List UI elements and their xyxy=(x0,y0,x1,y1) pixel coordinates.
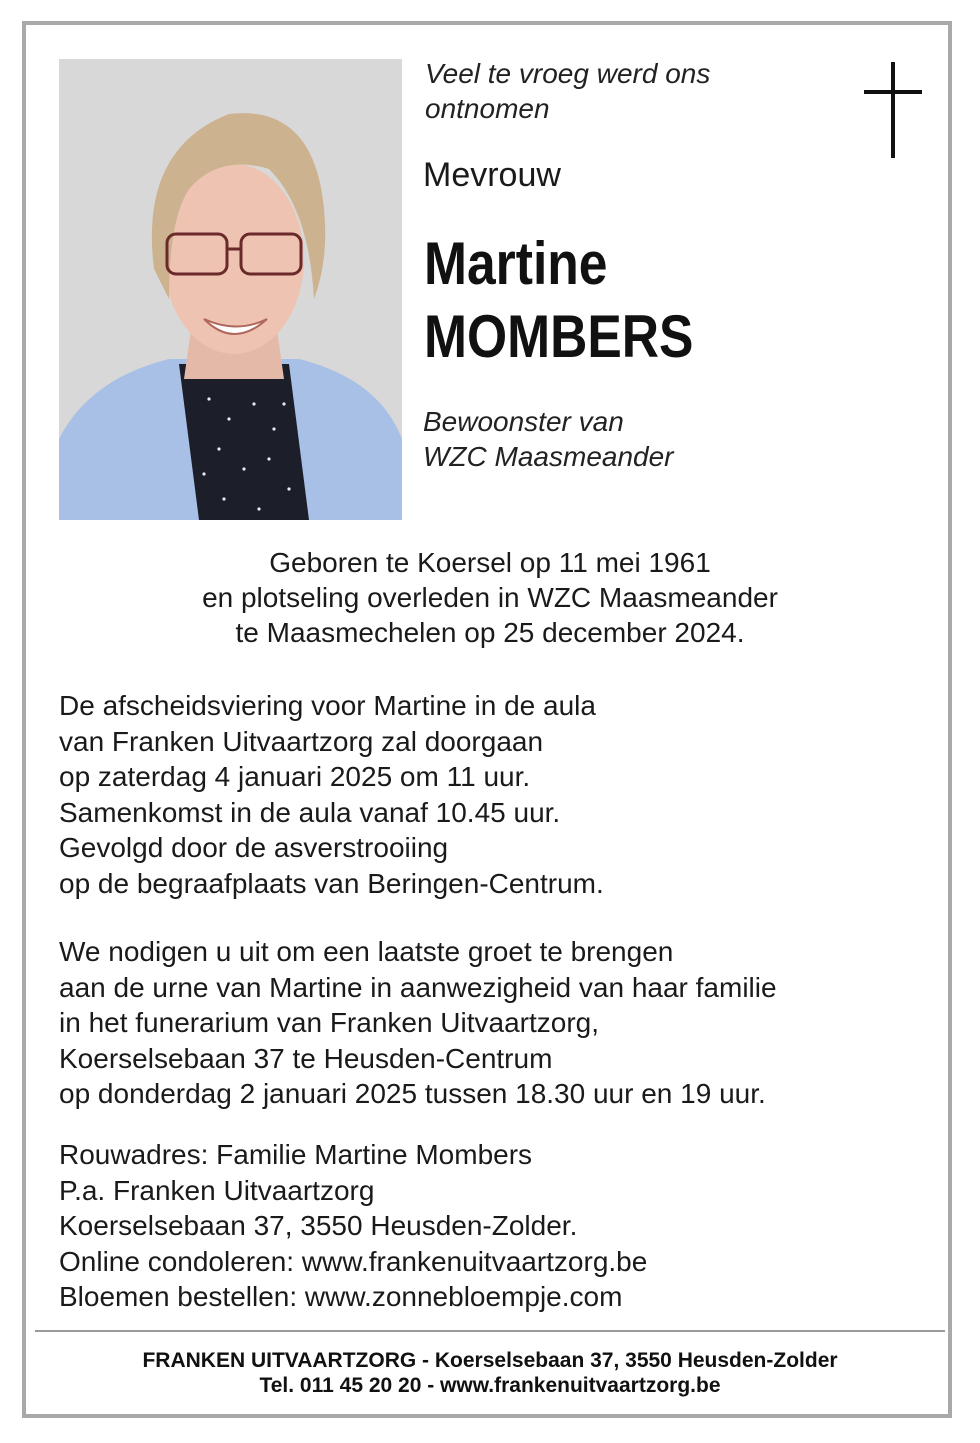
ceremony-line: van Franken Uitvaartzorg zal doorgaan xyxy=(59,725,544,757)
ceremony-line: Samenkomst in de aula vanaf 10.45 uur. xyxy=(59,796,561,828)
footer xyxy=(0,1348,980,1398)
ceremony-line: De afscheidsviering voor Martine in de aula xyxy=(59,690,596,721)
residence-line: WZC Maasmeander xyxy=(423,441,674,472)
contact-line: Koerselsebaan 37, 3550 Heusden-Zolder. xyxy=(59,1210,578,1241)
first-name: Martine xyxy=(424,230,608,297)
footer-contact: Tel. 011 45 20 20 - www.frankenuitvaartzorg.be xyxy=(259,1374,721,1397)
visitation-info xyxy=(59,934,777,1112)
visitation-line: We nodigen u uit om een laatste groet te brengen xyxy=(59,936,674,967)
birth-death-info xyxy=(0,545,980,650)
ceremony-line: Gevolgd door de asverstrooiing xyxy=(59,832,449,863)
last-name: MOMBERS xyxy=(424,303,694,370)
contact-line: P.a. Franken Uitvaartzorg xyxy=(59,1174,375,1206)
visitation-line: in het funerarium van Franken Uitvaartzorg, xyxy=(59,1007,600,1038)
residence-line: Bewoonster van xyxy=(423,406,624,437)
footer-divider xyxy=(35,1330,945,1332)
birth-death-line: te Maasmechelen op 25 december 2024. xyxy=(235,617,745,648)
contact-line: Online condoleren: www.frankenuitvaartzorg.be xyxy=(59,1245,648,1277)
visitation-line: op donderdag 2 januari 2025 tussen 18.30 uur en 19 uur. xyxy=(59,1078,766,1109)
motto-line: Veel te vroeg werd ons xyxy=(425,58,711,89)
footer-address: FRANKEN UITVAARTZORG - Koerselsebaan 37, 3550 Heusden-Zolder xyxy=(142,1349,838,1372)
contact-line: Rouwadres: Familie Martine Mombers xyxy=(59,1139,533,1170)
motto xyxy=(425,56,710,126)
salutation: Mevrouw xyxy=(423,156,561,194)
visitation-line: aan de urne van Martine in aanwezigheid van haar familie xyxy=(59,971,777,1003)
birth-death-line: en plotseling overleden in WZC Maasmeander xyxy=(202,582,778,613)
ceremony-line: op de begraafplaats van Beringen-Centrum. xyxy=(59,867,604,899)
visitation-line: Koerselsebaan 37 te Heusden-Centrum xyxy=(59,1042,553,1074)
ceremony-info xyxy=(59,688,604,901)
contact-line: Bloemen bestellen: www.zonnebloempje.com xyxy=(59,1281,623,1312)
portrait-photo xyxy=(59,59,402,520)
ceremony-line: op zaterdag 4 januari 2025 om 11 uur. xyxy=(59,761,531,792)
cross-icon xyxy=(864,62,922,158)
deceased-name xyxy=(424,227,693,373)
residence xyxy=(423,404,674,474)
contact-info xyxy=(59,1137,647,1315)
birth-death-line: Geboren te Koersel op 11 mei 1961 xyxy=(269,547,711,578)
motto-line: ontnomen xyxy=(425,93,550,124)
